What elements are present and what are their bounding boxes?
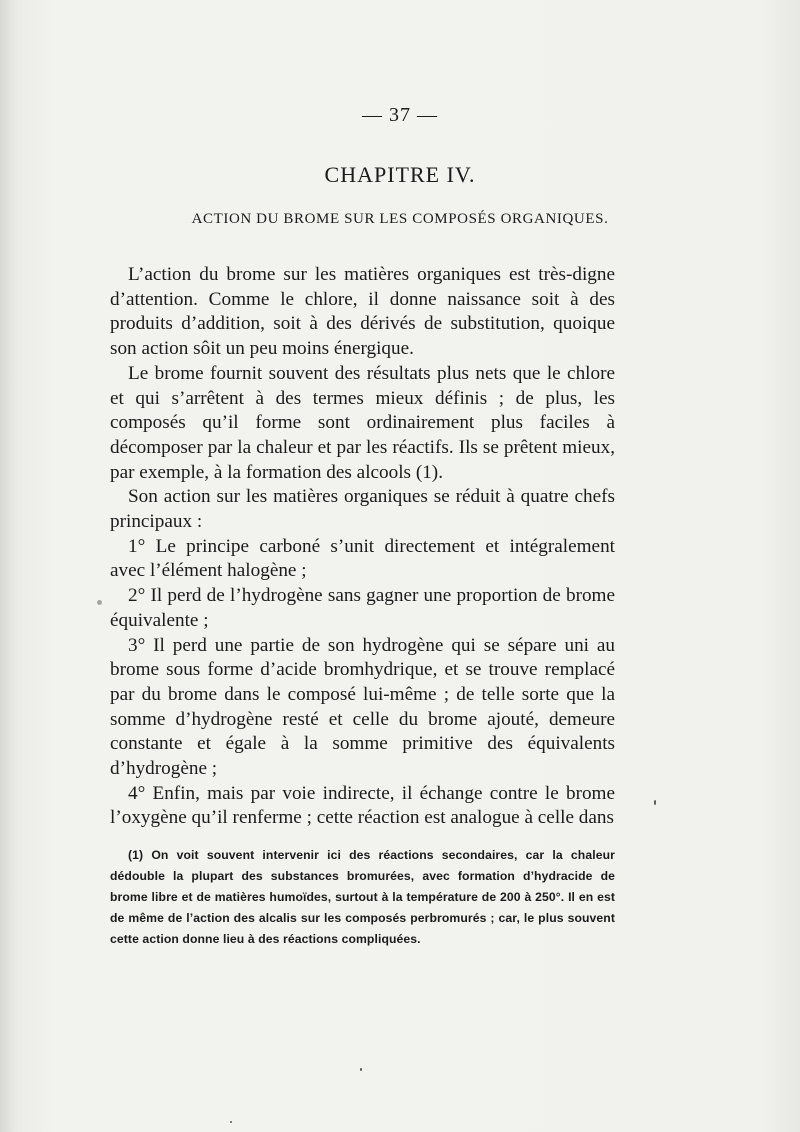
page-number: — 37 — — [362, 104, 438, 126]
paragraph-four-heads: Son action sur les matières organiques se réduit à quatre chefs principaux : — [110, 486, 615, 533]
list-item-1: 1° Le principe carboné s’unit directement et intégralement avec l’élément halogène ; — [110, 535, 615, 582]
footnote-text: (1) On voit souvent intervenir ici des réactions secondaires, car la chaleur dédouble la plupart des substances bromurées, avec formation d’hydracide de brome libre et de matières humoïdes, surtout à la température de 200 à 250°. Il en est de même de l’action des alcalis sur les composés perbromurés ; car, le plus souvent cette action donne lieu à des réactions compliquées. — [110, 848, 615, 946]
chapter-subtitle: ACTION DU BROME SUR LES COMPOSÉS ORGANIQUES. — [191, 211, 609, 227]
paragraph-brome-results: Le brome fournit souvent des résultats plus nets que le chlore et qui s’arrêtent à des termes mieux définis ; de plus, les composés qu’il forme sont ordinairement plus faciles à décomposer par la chaleur et par les réactifs. Ils se prêtent mieux, par exemple, à la formation des alcools (1). — [110, 362, 615, 483]
scan-speck — [360, 1068, 362, 1071]
scan-speck — [654, 800, 656, 805]
chapter-title: CHAPITRE IV. — [324, 162, 476, 187]
list-item-2: 2° Il perd de l’hydrogène sans gagner une proportion de brome équivalente ; — [110, 585, 615, 631]
list-item-4: 4° Enfin, mais par voie indirecte, il échange contre le brome l’oxygène qu’il renferme ; cette réaction est analogue à celle dans — [110, 782, 615, 829]
scan-speck — [230, 1121, 232, 1123]
list-item-3: 3° Il perd une partie de son hydrogène qui se sépare uni au brome sous forme d’acide bromhydrique, et se trouve remplacé par du brome dans le composé lui-même ; de telle sorte que la somme d’hydrogène resté et celle du brome ajouté, demeure constante et égale à la somme primitive des équivalents d’hydrogène ; — [110, 634, 615, 780]
footnote — [110, 845, 615, 950]
body-text — [110, 263, 615, 831]
paragraph-intro: L’action du brome sur les matières organiques est très-digne d’attention. Comme le chlore, il donne naissance soit à des produits d’addition, soit à des dérivés de substitution, quoique son action sôit un peu moins énergique. — [110, 264, 615, 360]
scan-speck — [97, 600, 102, 605]
